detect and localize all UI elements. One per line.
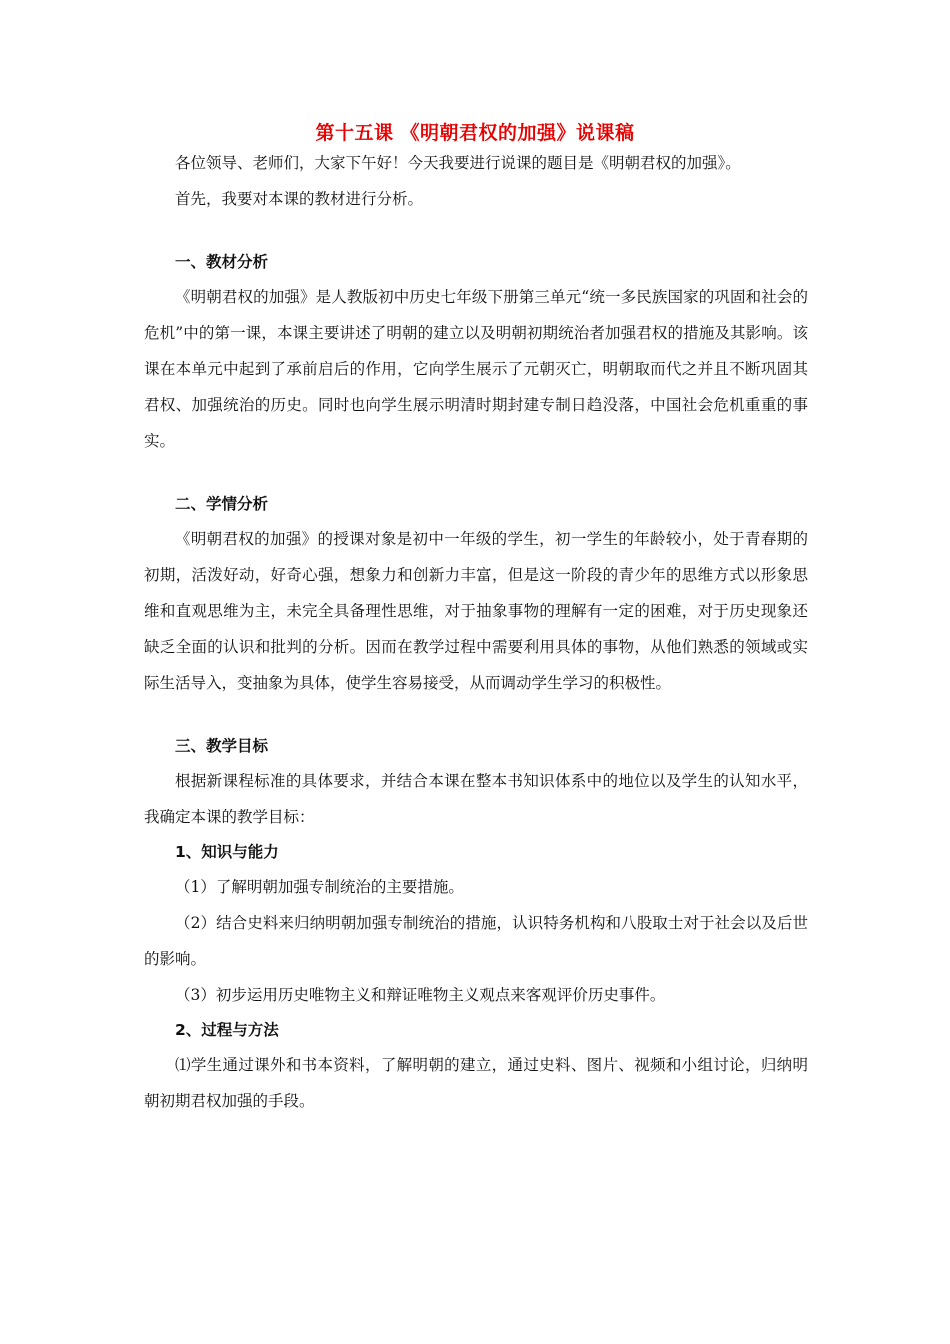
- subheading-process-method: 2、过程与方法: [175, 1021, 279, 1039]
- section-heading-teaching-goals: 三、教学目标: [175, 737, 269, 755]
- section-heading-textbook-analysis: 一、教材分析: [175, 253, 269, 271]
- student-analysis-paragraph: 《明朝君权的加强》的授课对象是初中一年级的学生，初一学生的年龄较小，处于青春期的初期，活泼好动，好奇心强，想象力和创新力丰富，但是这一阶段的青少年的思维方式以形象思维和直观思维为主，未完全具备理性思维，对于抽象事物的理解有一定的困难，对于历史现象还缺乏全面的认识和批判的分析。因而在教学过程中需要利用具体的事物，从他们熟悉的领域或实际生活导入，变抽象为具体，使学生容易接受，从而调动学生学习的积极性。: [144, 530, 808, 692]
- intro-paragraph-2: 首先，我要对本课的教材进行分析。: [175, 190, 424, 208]
- document-body: [144, 145, 808, 1119]
- knowledge-item-1: （1）了解明朝加强专制统治的主要措施。: [175, 878, 464, 896]
- spacer: [144, 217, 808, 245]
- subheading-knowledge-ability: 1、知识与能力: [175, 843, 279, 861]
- spacer: [144, 459, 808, 487]
- knowledge-item-3: （3）初步运用历史唯物主义和辩证唯物主义观点来客观评价历史事件。: [175, 986, 666, 1004]
- teaching-goals-paragraph: 根据新课程标准的具体要求，并结合本课在整本书知识体系中的地位以及学生的认知水平，我确定本课的教学目标：: [144, 772, 808, 826]
- section-heading-student-analysis: 二、学情分析: [175, 495, 269, 513]
- spacer: [144, 701, 808, 729]
- textbook-analysis-paragraph: 《明朝君权的加强》是人教版初中历史七年级下册第三单元“统一多民族国家的巩固和社会的危机”中的第一课，本课主要讲述了明朝的建立以及明朝初期统治者加强君权的措施及其影响。该课在本单元中起到了承前启后的作用，它向学生展示了元朝灭亡，明朝取而代之并且不断巩固其君权、加强统治的历史。同时也向学生展示明清时期封建专制日趋没落，中国社会危机重重的事实。: [144, 288, 808, 450]
- knowledge-item-2: （2）结合史料来归纳明朝加强专制统治的措施，认识特务机构和八股取士对于社会以及后世的影响。: [144, 914, 808, 968]
- intro-paragraph-1: 各位领导、老师们，大家下午好！今天我要进行说课的题目是《明朝君权的加强》。: [175, 154, 741, 172]
- process-item-1: ⑴学生通过课外和书本资料，了解明朝的建立，通过史料、图片、视频和小组讨论，归纳明朝初期君权加强的手段。: [144, 1056, 808, 1110]
- page-title: 第十五课 《明朝君权的加强》说课稿: [315, 122, 635, 144]
